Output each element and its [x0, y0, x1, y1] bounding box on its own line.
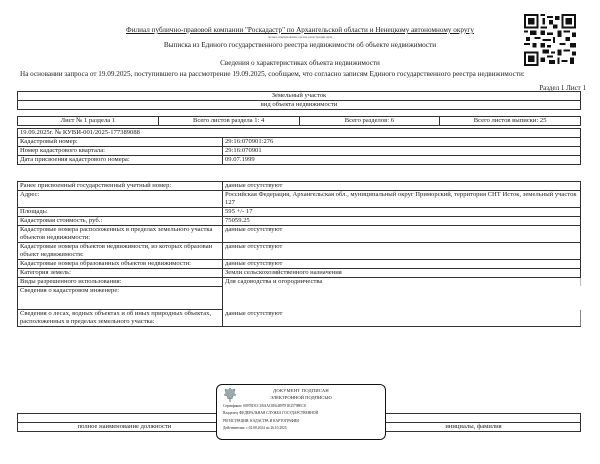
row-label: Сведения о лесах, водных объектах и об иных природных объектах, расположенных в пределах земельного участка: [18, 310, 223, 327]
table-row [18, 208, 581, 217]
row-value: данные отсутствуют [223, 310, 581, 327]
table-row [18, 310, 581, 327]
row-value: 595 +/- 17 [223, 208, 581, 217]
row-value: 75059.25 [223, 217, 581, 226]
table-row [18, 217, 581, 226]
row-label: Дата присвоения кадастрового номера: [18, 156, 223, 165]
row-label: Номер кадастрового квартала: [18, 147, 223, 156]
table-row [18, 138, 581, 147]
stamp-title: ДОКУМЕНТ ПОДПИСАН [273, 388, 329, 393]
main-info-table [17, 128, 581, 165]
row-label: Площадь: [18, 208, 223, 217]
object-type-table [17, 91, 581, 110]
position-caption: полное наименование должности [18, 423, 232, 432]
row-label: Категория земель: [18, 269, 223, 278]
request-id: 19.09.2025г. № КУВИ-001/2025-177389088 [18, 129, 581, 138]
document-title: Выписка из Единого государственного реестра недвижимости об объекте недвижимости [163, 41, 437, 49]
request-basis: На основании запроса от 19.09.2025, поступившего на рассмотрение 19.09.2025, сообщаем, что согласно записям Единого государственного реестра недвижимости: [20, 70, 525, 78]
qr-code-icon [524, 14, 576, 66]
sheets-total: Всего листов выписки: 25 [440, 117, 581, 126]
object-type: Земельный участок [18, 92, 581, 101]
table-row [18, 269, 581, 278]
table-row [18, 278, 581, 287]
row-label: Кадастровый номер: [18, 138, 223, 147]
row-value: данные отсутствуют [223, 243, 581, 260]
row-value [223, 287, 581, 310]
row-label: Кадастровые номера объектов недвижимости, из которых образован объект недвижимости: [18, 243, 223, 260]
table-row [18, 147, 581, 156]
row-value: данные отсутствуют [223, 226, 581, 243]
row-value: Для садоводства и огородничества [223, 278, 581, 287]
row-value: данные отсутствуют [223, 260, 581, 269]
table-row [18, 226, 581, 243]
sheet-label: Раздел 1 Лист 1 [539, 84, 586, 92]
name-field [367, 414, 581, 423]
row-label: Ранее присвоенный государственный учетный номер: [18, 182, 223, 191]
stamp-owner-continued: РЕГИСТРАЦИИ, КАДАСТРА И КАРТОГРАФИИ [223, 419, 299, 423]
row-label: Виды разрешенного использования: [18, 278, 223, 287]
organization-name: Филиал публично-правовой компании "Роскадастр" по Архангельской области и Ненецкому автономному округу [126, 26, 474, 34]
stamp-certificate: Сертификат: 00970DCC1BAAC0E64897F1E25798EC8 [223, 404, 306, 408]
sections-total: Всего разделов: 6 [299, 117, 440, 126]
position-field [18, 414, 232, 423]
row-value: 29:16:070901:276 [223, 138, 581, 147]
sheet-number: Лист № 1 раздела 1 [18, 117, 159, 126]
organization-caption: полное наименование органа регистрации прав [267, 35, 333, 39]
table-row [18, 287, 581, 310]
table-row [18, 156, 581, 165]
name-caption: инициалы, фамилия [367, 423, 581, 432]
sheets-in-section: Всего листов раздела 1: 4 [158, 117, 299, 126]
stamp-owner: Владелец: ФЕДЕРАЛЬНАЯ СЛУЖБА ГОСУДАРСТВЕННОЙ [223, 411, 319, 415]
table-row [18, 182, 581, 191]
document-subtitle: Сведения о характеристиках объекта недвижимости [220, 59, 380, 67]
row-label: Сведения о кадастровом инженере: [18, 287, 223, 310]
row-label: Кадастровая стоимость, руб.: [18, 217, 223, 226]
row-value: Земли сельскохозяйственного назначения [223, 269, 581, 278]
stamp-validity: Действителен: с 02.08.2024 по 26.10.2025 [223, 426, 287, 430]
row-value: Российская Федерация, Архангельская обл., муниципальный округ Приморский, территория СНТ Исток, земельный участок 127 [223, 191, 581, 208]
table-row [18, 243, 581, 260]
row-label: Кадастровые номера расположенных в пределах земельного участка объектов недвижимости: [18, 226, 223, 243]
stamp-subtitle: ЭЛЕКТРОННОЙ ПОДПИСЬЮ [270, 395, 332, 400]
details-table [17, 181, 581, 327]
row-label: Кадастровые номера образованных объектов недвижимости: [18, 260, 223, 269]
table-row [18, 260, 581, 269]
row-value: 29:16:070901 [223, 147, 581, 156]
row-value: 09.07.1999 [223, 156, 581, 165]
row-value: данные отсутствуют [223, 182, 581, 191]
table-row [18, 191, 581, 208]
row-label: Адрес: [18, 191, 223, 208]
pagination-table [17, 116, 581, 126]
electronic-signature-stamp [216, 384, 386, 440]
object-type-caption: вид объекта недвижимости [18, 101, 581, 110]
